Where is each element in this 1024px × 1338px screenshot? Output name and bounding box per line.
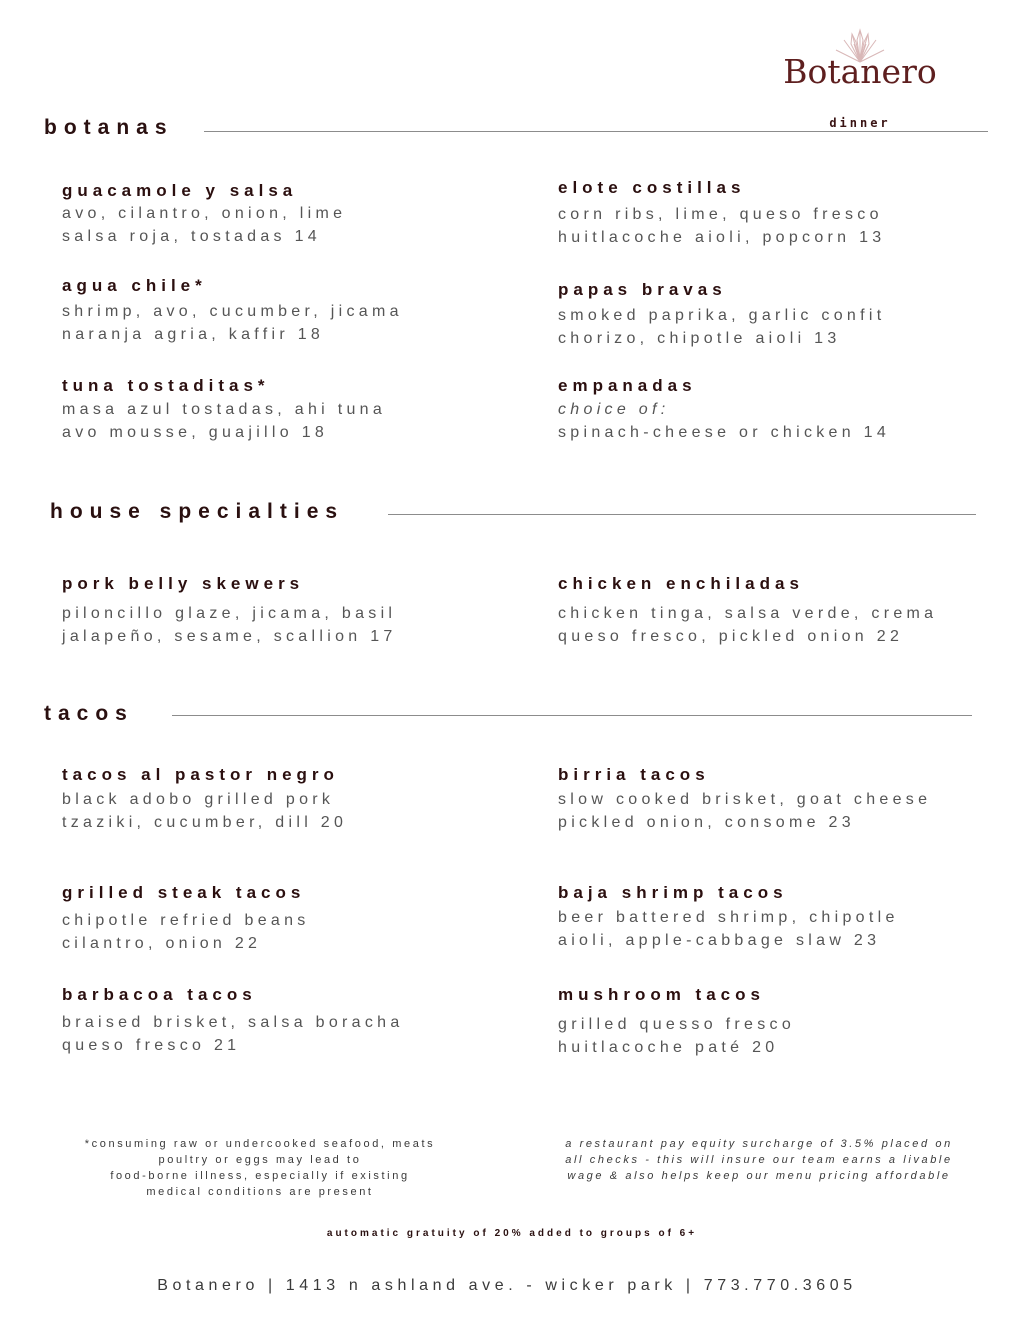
- menu-item-description: piloncillo glaze, jicama, basil: [62, 605, 397, 622]
- brand-wordmark: Botanero: [783, 52, 937, 91]
- menu-item-description: avo mousse, guajillo 18: [62, 424, 329, 441]
- menu-item-description: black adobo grilled pork: [62, 791, 335, 808]
- menu-item-name: mushroom tacos: [558, 985, 765, 1004]
- section-divider: [388, 514, 976, 515]
- section-title-botanas: botanas: [44, 116, 174, 139]
- menu-item-name: tacos al pastor negro: [62, 765, 339, 784]
- menu-item-description: jalapeño, sesame, scallion 17: [62, 628, 397, 645]
- section-divider: [172, 715, 972, 716]
- menu-subtitle: dinner: [829, 116, 891, 130]
- gratuity-note: automatic gratuity of 20% added to groups of 6+: [326, 1228, 698, 1239]
- menu-item-description: avo, cilantro, onion, lime: [62, 205, 347, 222]
- menu-item-description: shrimp, avo, cucumber, jicama: [62, 303, 403, 320]
- menu-item-description: chorizo, chipotle aioli 13: [558, 330, 841, 347]
- section-title-tacos: tacos: [44, 702, 134, 725]
- disclaimer-line: medical conditions are present: [146, 1186, 374, 1198]
- menu-item-description: cilantro, onion 22: [62, 935, 262, 952]
- menu-item-description: smoked paprika, garlic confit: [558, 307, 886, 324]
- menu-item-description: beer battered shrimp, chipotle: [558, 909, 899, 926]
- menu-item-name: papas bravas: [558, 280, 727, 299]
- menu-item-name: agua chile*: [62, 276, 207, 295]
- menu-item-name: empanadas: [558, 376, 697, 395]
- menu-item-name: grilled steak tacos: [62, 883, 306, 902]
- menu-item-description: queso fresco, pickled onion 22: [558, 628, 904, 645]
- menu-item-description: slow cooked brisket, goat cheese: [558, 791, 932, 808]
- menu-item-description: grilled quesso fresco: [558, 1016, 796, 1033]
- menu-item-name: baja shrimp tacos: [558, 883, 788, 902]
- disclaimer-line: *consuming raw or undercooked seafood, meats: [84, 1138, 436, 1150]
- restaurant-address: Botanero | 1413 n ashland ave. - wicker park | 773.770.3605: [157, 1277, 857, 1294]
- surcharge-line: all checks - this will insure our team earns a livable: [565, 1154, 953, 1166]
- surcharge-line: wage & also helps keep our menu pricing affordable: [567, 1170, 951, 1182]
- menu-item-description: choice of:: [558, 401, 670, 418]
- menu-item-name: guacamole y salsa: [62, 181, 298, 200]
- surcharge-line: a restaurant pay equity surcharge of 3.5% placed on: [565, 1138, 953, 1150]
- disclaimer-line: food-borne illness, especially if existing: [110, 1170, 410, 1182]
- disclaimer-line: poultry or eggs may lead to: [158, 1154, 362, 1166]
- menu-item-name: barbacoa tacos: [62, 985, 257, 1004]
- menu-item-description: huitlacoche paté 20: [558, 1039, 779, 1056]
- menu-item-name: chicken enchiladas: [558, 574, 804, 593]
- menu-item-description: pickled onion, consome 23: [558, 814, 855, 831]
- menu-item-description: naranja agria, kaffir 18: [62, 326, 325, 343]
- menu-item-name: elote costillas: [558, 178, 746, 197]
- menu-item-description: chipotle refried beans: [62, 912, 310, 929]
- menu-item-description: queso fresco 21: [62, 1037, 241, 1054]
- menu-item-description: braised brisket, salsa boracha: [62, 1014, 404, 1031]
- menu-item-description: spinach-cheese or chicken 14: [558, 424, 891, 441]
- menu-item-description: chicken tinga, salsa verde, crema: [558, 605, 938, 622]
- menu-item-description: aioli, apple-cabbage slaw 23: [558, 932, 881, 949]
- menu-item-description: tzaziki, cucumber, dill 20: [62, 814, 348, 831]
- section-divider: [204, 131, 988, 132]
- menu-item-name: pork belly skewers: [62, 574, 305, 593]
- section-title-house-specialties: house specialties: [50, 500, 345, 523]
- menu-item-name: birria tacos: [558, 765, 710, 784]
- menu-item-description: corn ribs, lime, queso fresco: [558, 206, 883, 223]
- menu-item-description: huitlacoche aioli, popcorn 13: [558, 229, 886, 246]
- menu-item-name: tuna tostaditas*: [62, 376, 270, 395]
- menu-item-description: masa azul tostadas, ahi tuna: [62, 401, 387, 418]
- menu-item-description: salsa roja, tostadas 14: [62, 228, 321, 245]
